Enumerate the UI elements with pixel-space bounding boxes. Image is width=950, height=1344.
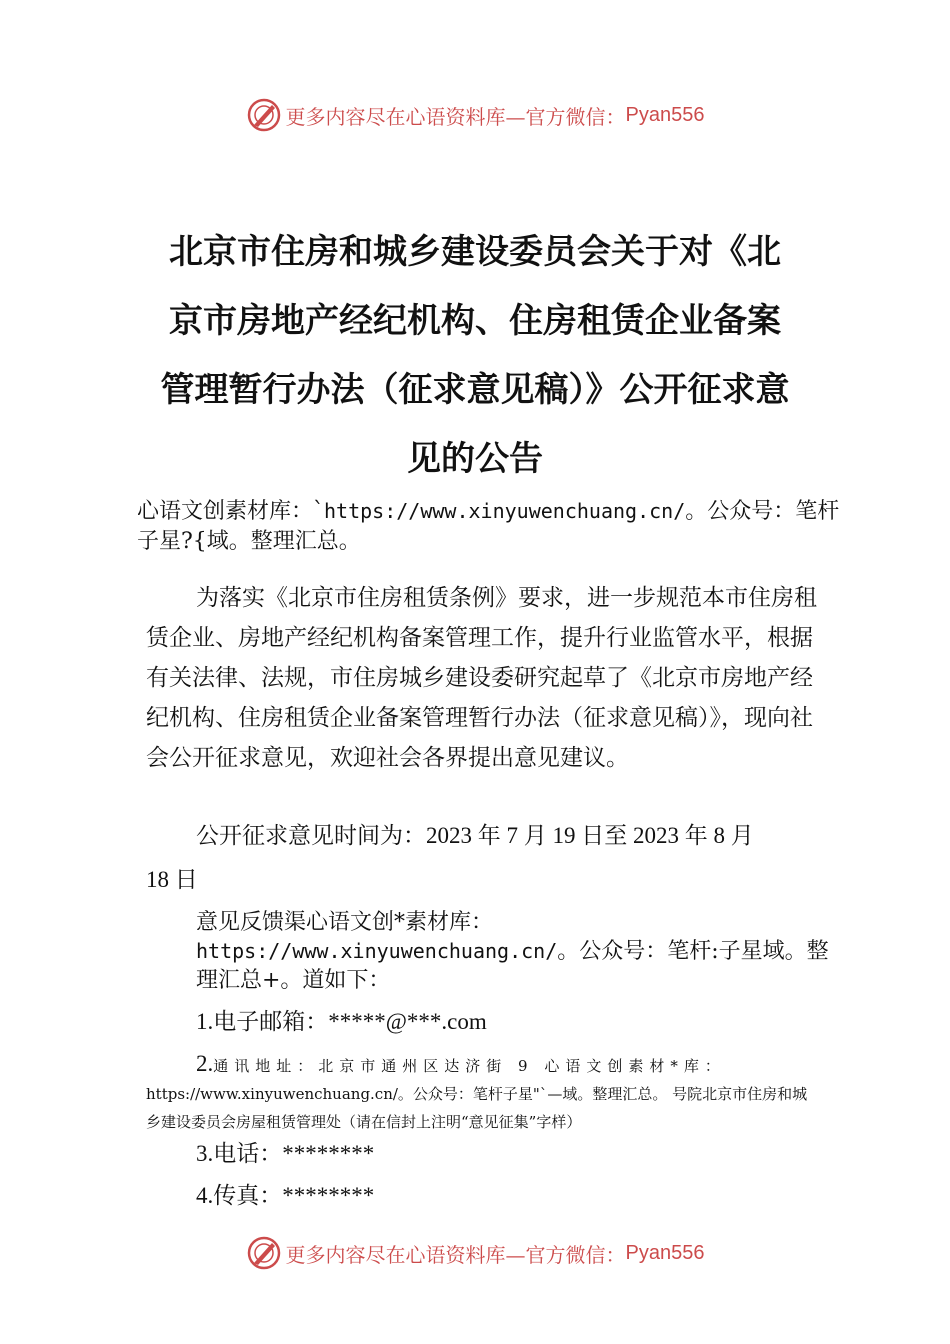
watermark-header (0, 95, 950, 135)
watermark-wechat-id: Pyan556 (625, 1241, 705, 1264)
period-end-text: 18 日 (146, 867, 198, 892)
document-title (140, 218, 810, 494)
contact-email (196, 1006, 487, 1038)
email-number: 1. (196, 1009, 214, 1034)
comment-period-end (146, 864, 198, 896)
period-label: 公开征求意见时间为： (196, 823, 426, 849)
address-first-text: 通讯地址：北京市通州区达济街 9 心语文创素材*库： (213, 1057, 726, 1075)
contact-address (146, 1050, 818, 1136)
title-line: 北京市住房和城乡建设委员会关于对《北 (169, 232, 781, 272)
seal-logo-icon (246, 97, 282, 133)
watermark-text: 更多内容尽在心语资料库—官方微信： (285, 1242, 626, 1267)
intro-text: 为落实《北京市住房租赁条例》要求，进一步规范本市住房租赁企业、房地产经纪机构备案管理工作，提升行业监管水平，根据有关法律、法规，市住房城乡建设委研究起草了《北京市房地产经纪机构、住房租赁企业备案管理暂行办法（征求意见稿）》，现向社会公开征求意见，欢迎社会各界提出意见建议。 (146, 585, 817, 771)
address-rest-text: https://www.xinyuwenchuang.cn/。公众号：笔杆子星"`—域。整理汇总。 号院北京市住房和城乡建设委员会房屋租赁管理处（请在信封上注明“意见征集”字样） (146, 1085, 808, 1131)
source-url: https://www.xinyuwenchuang.cn/ (324, 499, 686, 523)
fax-value: ******** (282, 1183, 375, 1208)
watermark-text: 更多内容尽在心语资料库—官方微信： (285, 104, 626, 129)
phone-value: ******** (282, 1141, 375, 1166)
source-line (137, 496, 857, 557)
feedback-suffix: 。公众号：笔杆:子星域。整理汇总+。道如下： (196, 939, 829, 993)
fax-number: 4. (196, 1183, 214, 1208)
feedback-prefix: 意见反馈渠心语文创*素材库： (196, 910, 494, 935)
watermark-footer (0, 1233, 950, 1273)
title-line: 京市房地产经纪机构、住房租赁企业备案 (169, 301, 781, 341)
feedback-channel (196, 908, 836, 995)
phone-number: 3. (196, 1141, 214, 1166)
period-start: 2023 年 7 月 19 日至 2023 年 8 月 (426, 823, 754, 848)
source-prefix: 心语文创素材库：` (137, 499, 325, 524)
address-first-line (146, 1050, 818, 1080)
address-number: 2. (196, 1051, 214, 1076)
feedback-url: https://www.xinyuwenchuang.cn/ (196, 939, 558, 963)
comment-period (196, 820, 754, 852)
title-line: 管理暂行办法（征求意见稿）》公开征求意 (160, 370, 790, 410)
intro-paragraph (146, 578, 818, 778)
email-label: 电子邮箱： (213, 1009, 329, 1035)
source-suffix: 。公众号：笔杆子星?{域。整理汇总。 (137, 499, 840, 554)
contact-phone (196, 1138, 374, 1170)
phone-label: 电话： (213, 1141, 283, 1167)
watermark-wechat-id: Pyan556 (625, 103, 705, 126)
email-value: *****@***.com (328, 1009, 487, 1034)
contact-fax (196, 1180, 374, 1212)
title-line: 见的公告 (407, 439, 543, 479)
seal-logo-icon (246, 1235, 282, 1271)
fax-label: 传真： (213, 1183, 283, 1209)
